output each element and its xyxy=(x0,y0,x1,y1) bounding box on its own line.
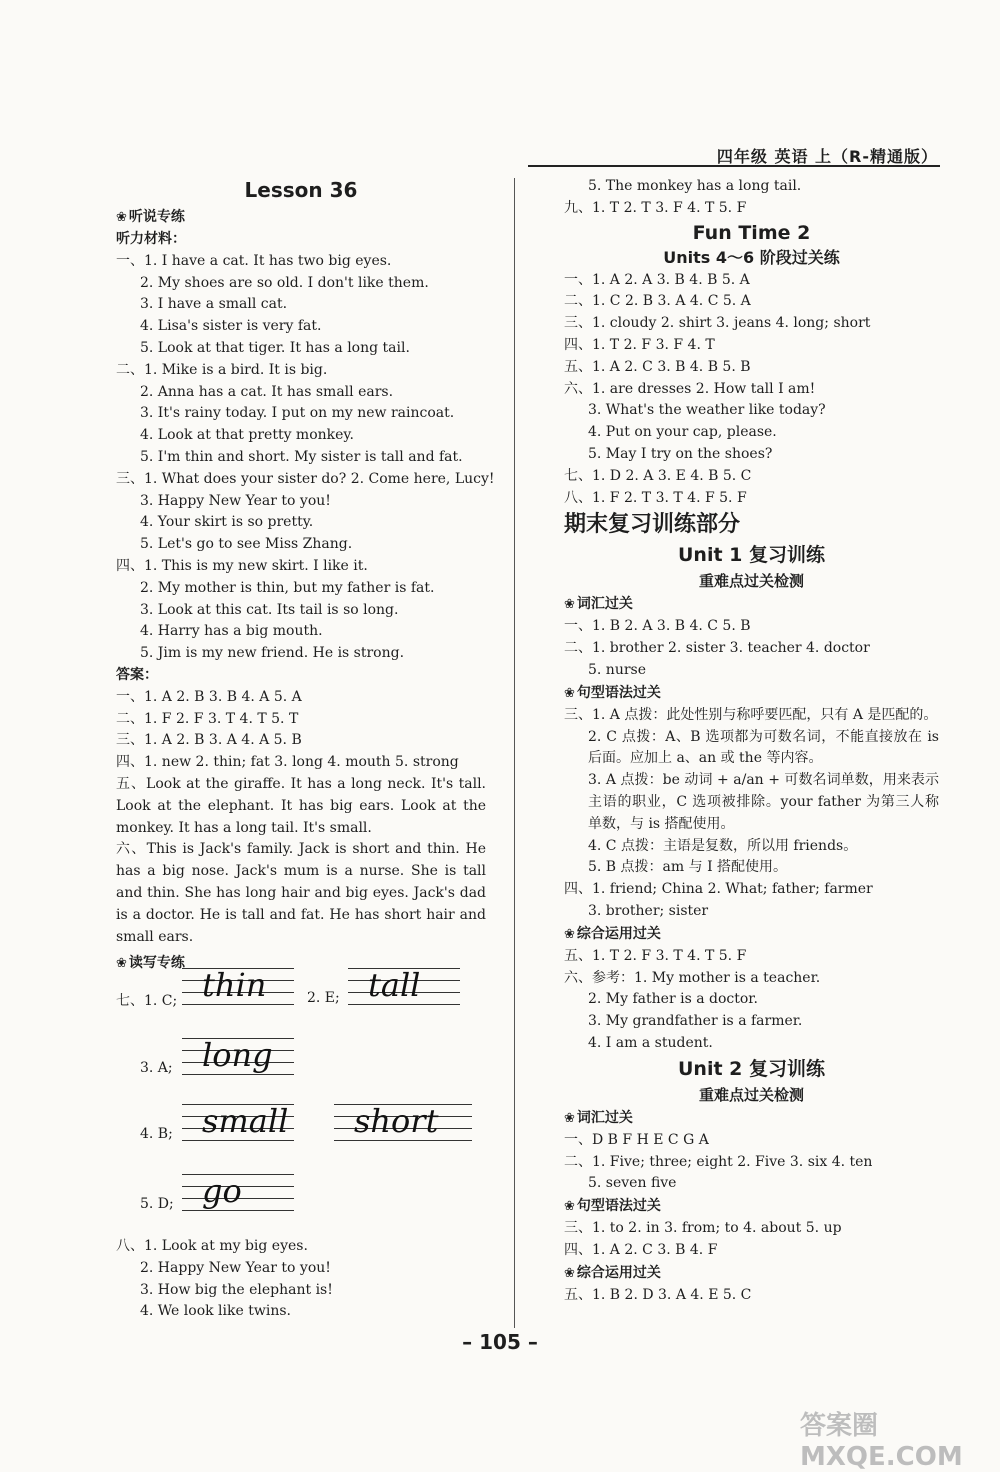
answer-line: 一、1. B 2. A 3. B 4. C 5. B xyxy=(564,618,751,635)
text-line: 2. My mother is thin, but my father is fat. xyxy=(140,579,435,596)
text-line: 八、1. Look at my big eyes. xyxy=(116,1238,308,1254)
part-eight xyxy=(116,1236,486,1323)
answer-line: 3. My grandfather is a farmer. xyxy=(588,1013,803,1030)
hw-lines-4b xyxy=(334,1104,472,1144)
text-line: 4. Lisa's sister is very fat. xyxy=(140,318,322,335)
text-line: 3. It's rainy today. I put on my new raincoat. xyxy=(140,405,455,422)
answer-line: 四、1. T 2. F 3. F 4. T xyxy=(564,336,715,353)
material-label: 听力材料： xyxy=(116,231,186,247)
text-line: 3. Look at this cat. Its tail is so long. xyxy=(140,601,399,618)
text-line: 三、1. What does your sister do? 2. Come here, Lucy! xyxy=(116,470,495,487)
answer-line: 4. Put on your cap, please. xyxy=(588,424,777,441)
funtime-title: Fun Time 2 xyxy=(692,221,811,244)
answer-line: 四、1. A 2. C 3. B 4. F xyxy=(564,1241,718,1258)
comp-section-head xyxy=(564,923,939,946)
paw-icon: ❀ xyxy=(116,956,127,972)
text-line: 3. How big the elephant is! xyxy=(140,1281,333,1298)
text-line: 一、1. I have a cat. It has two big eyes. xyxy=(116,252,392,269)
watermark-logo: 答案圈 MXQE.COM xyxy=(800,1411,963,1472)
hw-word-tall: tall xyxy=(368,966,421,1004)
answer-line: 三、1. cloudy 2. shirt 3. jeans 4. long; short xyxy=(564,315,871,332)
text-line: 5. Look at that tiger. It has a long tail. xyxy=(140,339,410,356)
grammar-section-head xyxy=(564,682,939,705)
hw-lines-3 xyxy=(182,1038,294,1078)
answer-line: 二、1. F 2. F 3. T 4. T 5. T xyxy=(116,710,299,727)
grammar-section-head-2 xyxy=(564,1195,939,1218)
answer-line: 二、1. brother 2. sister 3. teacher 4. doctor xyxy=(564,640,870,657)
column-divider xyxy=(514,178,515,1328)
comp-head-label: 综合运用过关 xyxy=(576,925,661,942)
answer-line: 五、1. A 2. C 3. B 4. B 5. B xyxy=(564,358,751,375)
text-line: 4. We look like twins. xyxy=(140,1303,291,1320)
vocab-head-label-2: 词汇过关 xyxy=(576,1109,633,1126)
text-line: 5. I'm thin and short. My sister is tall and fat. xyxy=(140,448,463,465)
comp-section-head-2 xyxy=(564,1262,939,1285)
paw-icon: ❀ xyxy=(564,685,575,701)
text-line: 2. Anna has a cat. It has small ears. xyxy=(140,383,394,400)
grammar-note: 3. A 点拨：be 动词 + a/an + 可数名词单数，用来表示主语的职业，C 选项被排除。your father 为第三人称单数，与 is 搭配使用。 xyxy=(588,772,939,832)
grammar-note: 4. C 点拨：主语是复数，所以用 friends。 xyxy=(588,837,858,854)
answer-line: 2. My father is a doctor. xyxy=(588,991,758,1008)
text-line: 2. Happy New Year to you! xyxy=(140,1259,331,1276)
answer-line: 5. May I try on the shoes? xyxy=(588,445,773,462)
grammar-note: 2. C 点拨：A、B 选项都为可数名词，不能直接放在 is 后面。应加上 a、an 或 the 等内容。 xyxy=(588,728,939,767)
listen-head-label: 听说专练 xyxy=(128,209,185,225)
unit2-subtitle: 重难点过关检测 xyxy=(698,1085,804,1104)
handwriting-section xyxy=(116,968,486,1238)
answer-line: 三、1. A 2. B 3. A 4. A 5. B xyxy=(116,732,302,749)
left-column xyxy=(116,176,495,975)
text-line: 5. The monkey has a long tail. xyxy=(588,178,802,194)
text-line: 二、1. Mike is a bird. It is big. xyxy=(116,361,328,378)
hw-label-5: 5. D; xyxy=(140,1196,174,1212)
answer-line: 5. nurse xyxy=(588,661,647,678)
final-review-title: 期末复习训练部分 xyxy=(564,512,741,538)
hw-lines-4 xyxy=(182,1104,294,1144)
unit2-title: Unit 2 复习训练 xyxy=(678,1057,825,1080)
answer-line: 3. brother; sister xyxy=(588,902,709,919)
text-line: 4. Your skirt is so pretty. xyxy=(140,514,314,531)
answer-line: 一、D B F H E C G A xyxy=(564,1131,709,1148)
hw-word-thin: thin xyxy=(202,966,267,1004)
listen-section-head xyxy=(116,206,486,229)
vocab-section-head xyxy=(564,593,939,616)
paragraph-six: 六、This is Jack's family. Jack is short and thin. He has a big nose. Jack's mum is a nurse. She is tall and thin. She has long hair and big eyes. Jack's dad is a doctor. He is tall and fat. He has short hair and small ears. xyxy=(116,841,486,945)
readwrite-head-label: 读写专练 xyxy=(128,955,185,972)
grammar-head-label: 句型语法过关 xyxy=(576,684,661,701)
hw-label-4: 4. B; xyxy=(140,1126,173,1142)
answer-line: 四、1. new 2. thin; fat 3. long 4. mouth 5. strong xyxy=(116,754,459,771)
text-line: 3. I have a small cat. xyxy=(140,296,288,313)
hw-label-1: 七、1. C; xyxy=(116,993,178,1009)
answer-label: 答案： xyxy=(116,666,158,683)
right-column xyxy=(564,176,939,1306)
text-line: 5. Let's go to see Miss Zhang. xyxy=(140,536,353,553)
paragraph-five: 五、Look at the giraffe. It has a long neck. It's tall. Look at the elephant. It has big ears. Look at the monkey. It has a long tail. It's small. xyxy=(116,775,486,836)
grammar-note: 5. B 点拨：am 与 I 搭配使用。 xyxy=(588,859,788,876)
answer-line: 三、1. to 2. in 3. from; to 4. about 5. up xyxy=(564,1220,842,1237)
vocab-section-head-2 xyxy=(564,1107,939,1130)
text-line: 4. Harry has a big mouth. xyxy=(140,623,323,640)
grammar-head-label-2: 句型语法过关 xyxy=(576,1198,661,1215)
text-line: 九、1. T 2. T 3. F 4. T 5. F xyxy=(564,199,747,216)
paw-icon: ❀ xyxy=(564,1265,575,1281)
answer-line: 一、1. A 2. B 3. B 4. A 5. A xyxy=(116,688,302,705)
hw-word-short: short xyxy=(354,1102,439,1140)
text-line: 2. My shoes are so old. I don't like them. xyxy=(140,274,429,291)
answer-line: 二、1. C 2. B 3. A 4. C 5. A xyxy=(564,293,751,310)
text-line: 3. Happy New Year to you! xyxy=(140,492,331,509)
hw-lines-1 xyxy=(182,968,294,1008)
answer-line: 六、参考：1. My mother is a teacher. xyxy=(564,969,821,986)
answer-line: 一、1. A 2. A 3. B 4. B 5. A xyxy=(564,271,750,288)
unit1-title: Unit 1 复习训练 xyxy=(678,544,825,567)
text-line: 5. Jim is my new friend. He is strong. xyxy=(140,645,405,662)
vocab-head-label: 词汇过关 xyxy=(576,596,633,613)
answer-line: 五、1. T 2. F 3. T 4. T 5. F xyxy=(564,947,747,964)
paw-icon: ❀ xyxy=(116,210,127,225)
unit1-subtitle: 重难点过关检测 xyxy=(698,572,804,591)
paw-icon: ❀ xyxy=(564,926,575,942)
answer-line: 4. I am a student. xyxy=(588,1034,713,1051)
comp-head-label-2: 综合运用过关 xyxy=(576,1264,661,1281)
hw-word-go: go xyxy=(202,1172,242,1210)
paw-icon: ❀ xyxy=(564,1110,575,1126)
hw-label-3: 3. A; xyxy=(140,1060,173,1076)
paw-icon: ❀ xyxy=(564,1199,575,1215)
header-title: 四年级 英语 上（R-精通版） xyxy=(716,147,938,166)
answer-line: 二、1. Five; three; eight 2. Five 3. six 4. ten xyxy=(564,1153,873,1170)
hw-label-2: 2. E; xyxy=(307,990,340,1006)
answer-line: 5. seven five xyxy=(588,1175,677,1192)
hw-lines-2 xyxy=(348,968,460,1008)
hw-word-long: long xyxy=(202,1036,273,1074)
header-rule xyxy=(528,165,940,167)
units-title: Units 4～6 阶段过关练 xyxy=(663,247,840,267)
hw-lines-5 xyxy=(182,1174,294,1214)
answer-line: 六、1. are dresses 2. How tall I am! xyxy=(564,380,816,397)
paw-icon: ❀ xyxy=(564,597,575,613)
answer-line: 八、1. F 2. T 3. T 4. F 5. F xyxy=(564,489,747,506)
answer-line: 七、1. D 2. A 3. E 4. B 5. C xyxy=(564,467,752,484)
grammar-note: 三、1. A 点拨：此处性别与称呼要匹配，只有 A 是匹配的。 xyxy=(564,706,938,723)
answer-line: 四、1. friend; China 2. What; father; farmer xyxy=(564,881,873,898)
text-line: 四、1. This is my new skirt. I like it. xyxy=(116,557,368,574)
answer-line: 五、1. B 2. D 3. A 4. E 5. C xyxy=(564,1286,752,1303)
answer-line: 3. What's the weather like today? xyxy=(588,402,826,419)
text-line: 4. Look at that pretty monkey. xyxy=(140,427,354,444)
page-number: – 105 – xyxy=(462,1330,538,1354)
hw-word-small: small xyxy=(202,1102,289,1140)
lesson-title: Lesson 36 xyxy=(244,178,358,202)
